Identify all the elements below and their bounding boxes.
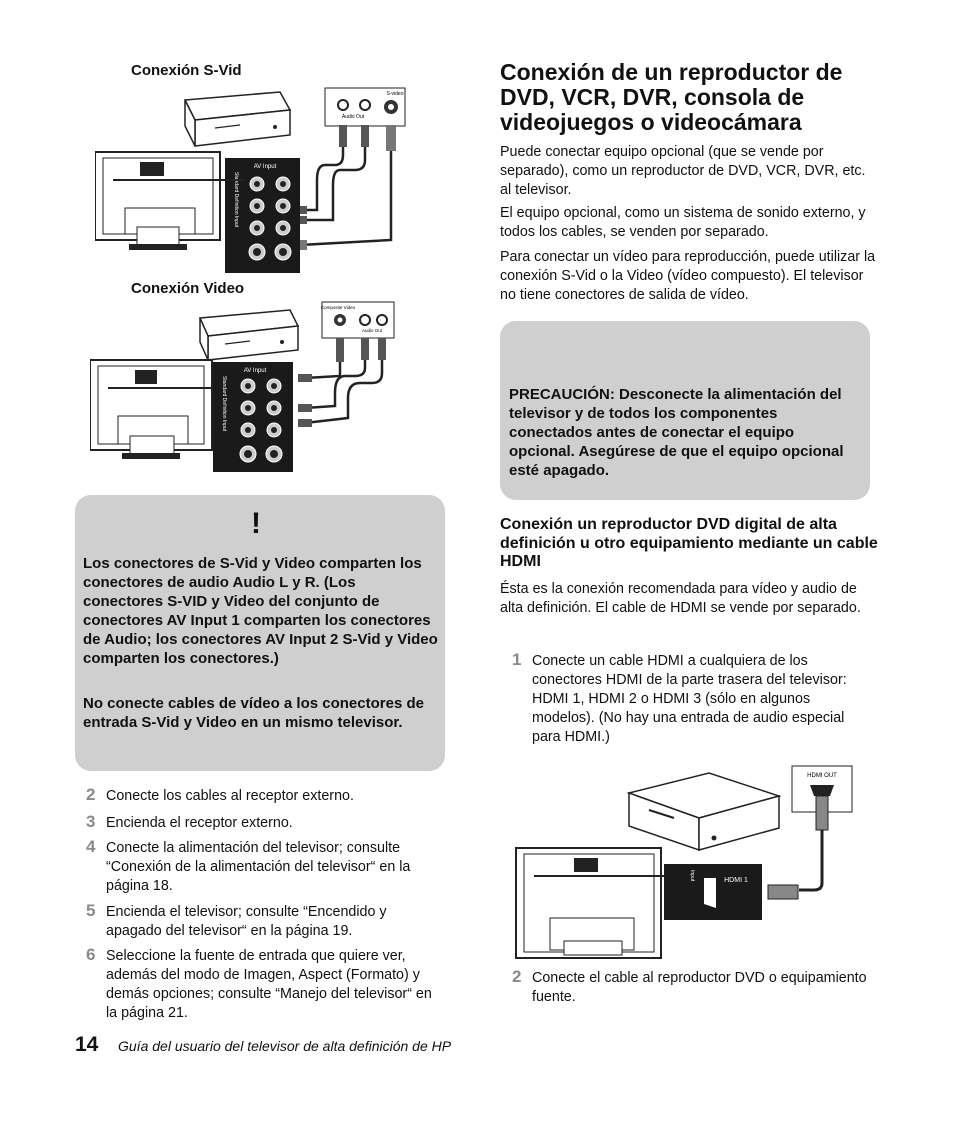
step-text: Conecte los cables al receptor externo. [106,788,354,804]
step-text: Conecte la alimentación del televisor; consulte “Conexión de la alimentación del televisor“ en la página 18. [106,840,411,894]
dvd-player-illustration [200,310,298,360]
audio-out-jack-label: Audio Out [341,114,365,120]
hdmi-section-heading: Conexión un reproductor DVD digital de alta definición u otro equipamiento mediante un cable HDMI [500,516,878,570]
av-input-label: AV Input [243,368,267,374]
intro-paragraph-3: Para conectar un vídeo para reproducción, puede utilizar la conexión S-Vid o la Video (vídeo compuesto). El televisor no tiene conectores de salida de vídeo. [500,249,876,303]
left-step-3 [86,814,446,833]
note-box [75,495,445,771]
left-step-5 [86,903,446,941]
dvd-player-illustration [629,773,779,850]
dvd-player-illustration [185,92,290,146]
note-paragraph-2: No conecte cables de vídeo a los conectores de entrada S-Vid y Video en un mismo televisor. [83,695,424,731]
step-number: 6 [86,945,96,964]
tv-back-illustration [516,848,664,958]
intro-paragraph-2: El equipo opcional, como un sistema de sonido externo, y todos los cables, se venden por separado. [500,205,866,240]
composite-video-label: Composite Video [320,305,356,310]
caution-box [500,321,870,500]
step-text: Encienda el receptor externo. [106,815,293,831]
hdmi-out-label: HDMI OUT [807,773,837,779]
page-number: 14 [75,1033,99,1056]
hdmi-intro: Ésta es la conexión recomendada para vídeo y audio de alta definición. El cable de HDMI se vende por separado. [500,581,861,616]
svid-figure-label: Conexión S-Vid [131,62,242,79]
caution-text: PRECAUCIÓN: Desconecte la alimentación del televisor y de todos los componentes conectados antes de conectar el equipo opcional. Asegúrese de que el equipo opcional esté apagado. [509,386,844,479]
step-text: Seleccione la fuente de entrada que quiere ver, además del modo de Imagen, Aspect (Formato) y demás opciones; consulte “Manejo del televisor“ en la página 21. [106,948,432,1021]
exclamation-icon: ! [251,507,261,540]
tv-back-illustration [95,152,225,250]
step-number: 4 [86,837,96,856]
input-vertical-label: Standard Definition Input [221,376,227,432]
hdmi-1-label: HDMI 1 [724,877,748,884]
hdmi-connection-diagram [514,758,859,963]
tv-back-illustration [90,360,220,459]
video-figure-label: Conexión Video [131,280,245,297]
input-vertical-label: Input [689,870,695,882]
intro-paragraph-1: Puede conectar equipo opcional (que se vende por separado), como un reproductor de DVD, VCR, DVR, etc. al televisor. [500,144,866,198]
hdmi-step-2 [512,969,872,1007]
step-number: 2 [512,967,522,986]
device-output-panel [321,302,394,338]
left-step-6 [86,947,446,1023]
svid-connection-diagram [95,80,420,280]
device-output-panel [325,88,405,126]
step-number: 2 [86,785,96,804]
video-connection-diagram [90,298,400,478]
left-step-2 [86,787,446,806]
hdmi-input-panel [664,864,762,920]
step-number: 3 [86,812,96,831]
step-text: Encienda el televisor; consulte “Encendido y apagado del televisor“ en la página 19. [106,904,387,939]
av-input-panel [213,362,293,472]
step-text: Conecte un cable HDMI a cualquiera de los conectores HDMI de la parte trasera del televisor: HDMI 1, HDMI 2 o HDMI 3 (sólo en algunos modelos). (No hay una entrada de audio especial para HDMI.) [532,653,847,745]
step-number: 5 [86,901,96,920]
step-text: Conecte el cable al reproductor DVD o equipamiento fuente. [532,970,867,1005]
av-input-label: AV Input [253,164,277,170]
footer-text: Guía del usuario del televisor de alta definición de HP [118,1038,452,1054]
av-input-panel [225,158,300,273]
audio-out-jack-label: Audio Out [361,328,383,333]
input-vertical-label: Standard Definition Input [233,172,239,228]
svideo-jack-label: S-video [386,91,404,97]
left-step-4 [86,839,446,896]
note-paragraph-1: Los conectores de S-Vid y Video comparten los conectores de audio Audio L y R. (Los conectores S-VID y Video del conjunto de conectores AV Input 1 comparten los conectores de Audio; los conectores AV Input 2 S-Vid y Video comparten los conectores.) [83,555,438,667]
page-title: Conexión de un reproductor de DVD, VCR, DVR, consola de videojuegos o videocámara [500,59,843,135]
hdmi-step-1 [512,652,872,747]
step-number: 1 [512,650,522,669]
